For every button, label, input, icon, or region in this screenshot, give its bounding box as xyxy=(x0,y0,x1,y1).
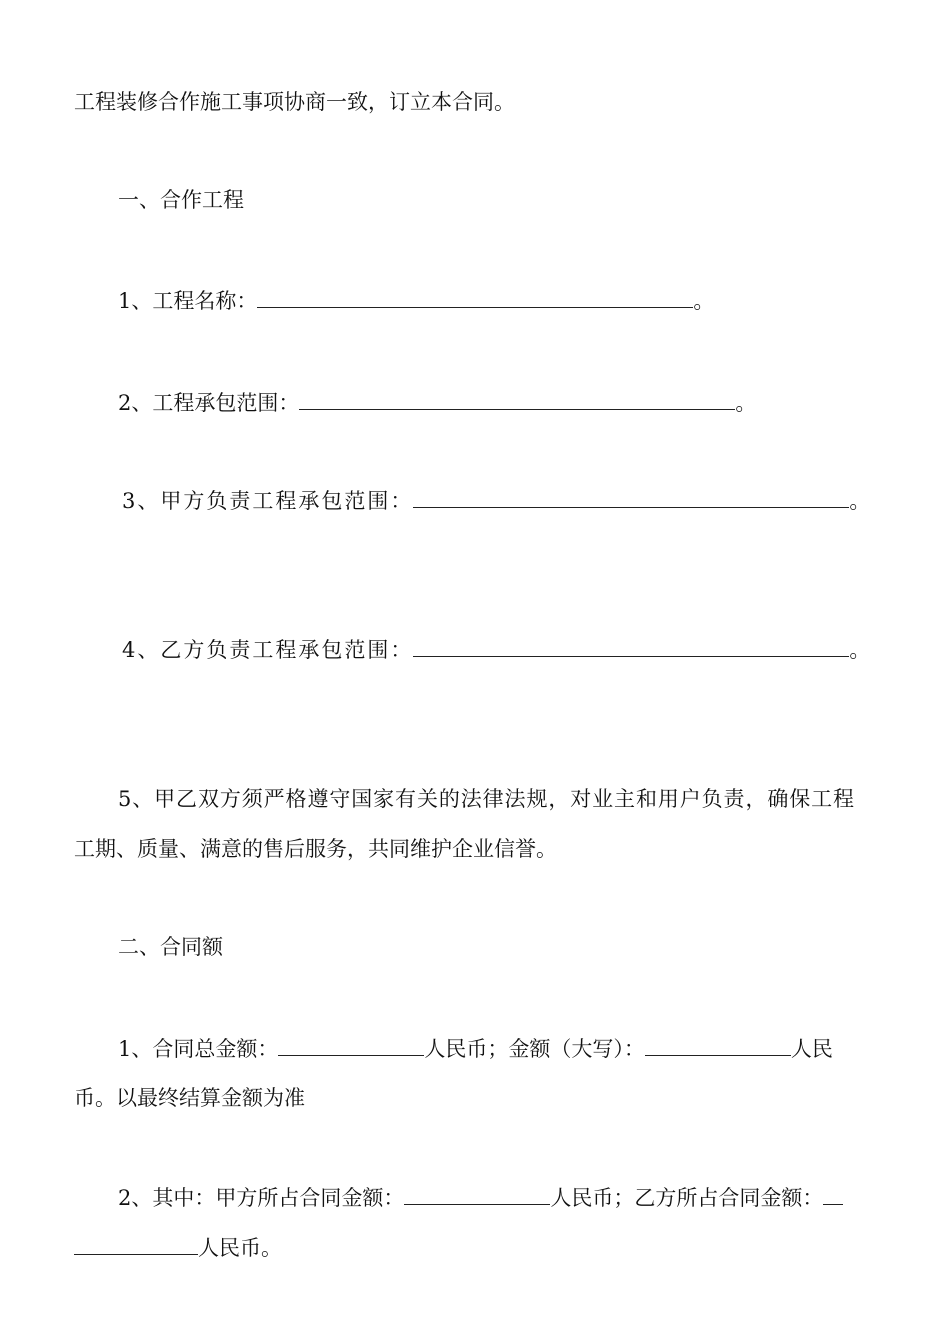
contract-scope-blank[interactable] xyxy=(299,389,735,410)
total-amount-end: 人民 xyxy=(790,1037,833,1061)
party-a-scope-blank[interactable] xyxy=(413,487,849,508)
party-b-amount-blank[interactable] xyxy=(74,1234,198,1255)
project-name-end: 。 xyxy=(693,289,715,313)
project-name-blank[interactable] xyxy=(257,287,693,308)
contract-scope-end: 。 xyxy=(735,391,757,415)
share-amount-mid: 人民币；乙方所占合同金额： xyxy=(550,1186,824,1210)
share-amount-line2-end: 人民币。 xyxy=(198,1236,282,1260)
total-amount-line2: 币。以最终结算金额为准 xyxy=(74,1086,305,1110)
party-a-amount-blank[interactable] xyxy=(404,1184,550,1205)
party-b-amount-blank-start[interactable] xyxy=(823,1184,843,1205)
intro-text: 工程装修合作施工事项协商一致，订立本合同。 xyxy=(74,90,515,114)
total-amount-capital-blank[interactable] xyxy=(645,1035,791,1056)
party-a-scope-end: 。 xyxy=(849,489,873,513)
share-amount-row xyxy=(118,1184,843,1212)
contract-scope-label: 2、工程承包范围： xyxy=(118,391,300,415)
project-name-row xyxy=(118,287,714,315)
party-a-scope-row xyxy=(122,487,872,515)
total-amount-blank[interactable] xyxy=(278,1035,424,1056)
total-amount-row xyxy=(118,1035,833,1063)
compliance-text-line1: 5、甲乙双方须严格遵守国家有关的法律法规，对业主和用户负责，确保工程 xyxy=(118,787,855,811)
section-heading-cooperation: 一、合作工程 xyxy=(118,188,244,212)
party-b-scope-row xyxy=(122,636,872,664)
total-amount-label: 1、合同总金额： xyxy=(118,1037,279,1061)
share-amount-label: 2、其中：甲方所占合同金额： xyxy=(118,1186,405,1210)
party-b-scope-blank[interactable] xyxy=(413,636,849,657)
compliance-text-line2: 工期、质量、满意的售后服务，共同维护企业信誉。 xyxy=(74,837,557,861)
contract-scope-row xyxy=(118,389,756,417)
party-b-scope-end: 。 xyxy=(849,638,873,662)
section-heading-contract-amount: 二、合同额 xyxy=(118,935,223,959)
project-name-label: 1、工程名称： xyxy=(118,289,258,313)
party-a-scope-label: 3、甲方负责工程承包范围： xyxy=(122,489,414,513)
party-b-scope-label: 4、乙方负责工程承包范围： xyxy=(122,638,414,662)
share-amount-row2 xyxy=(74,1234,282,1262)
total-amount-mid: 人民币；金额（大写）： xyxy=(424,1037,645,1061)
